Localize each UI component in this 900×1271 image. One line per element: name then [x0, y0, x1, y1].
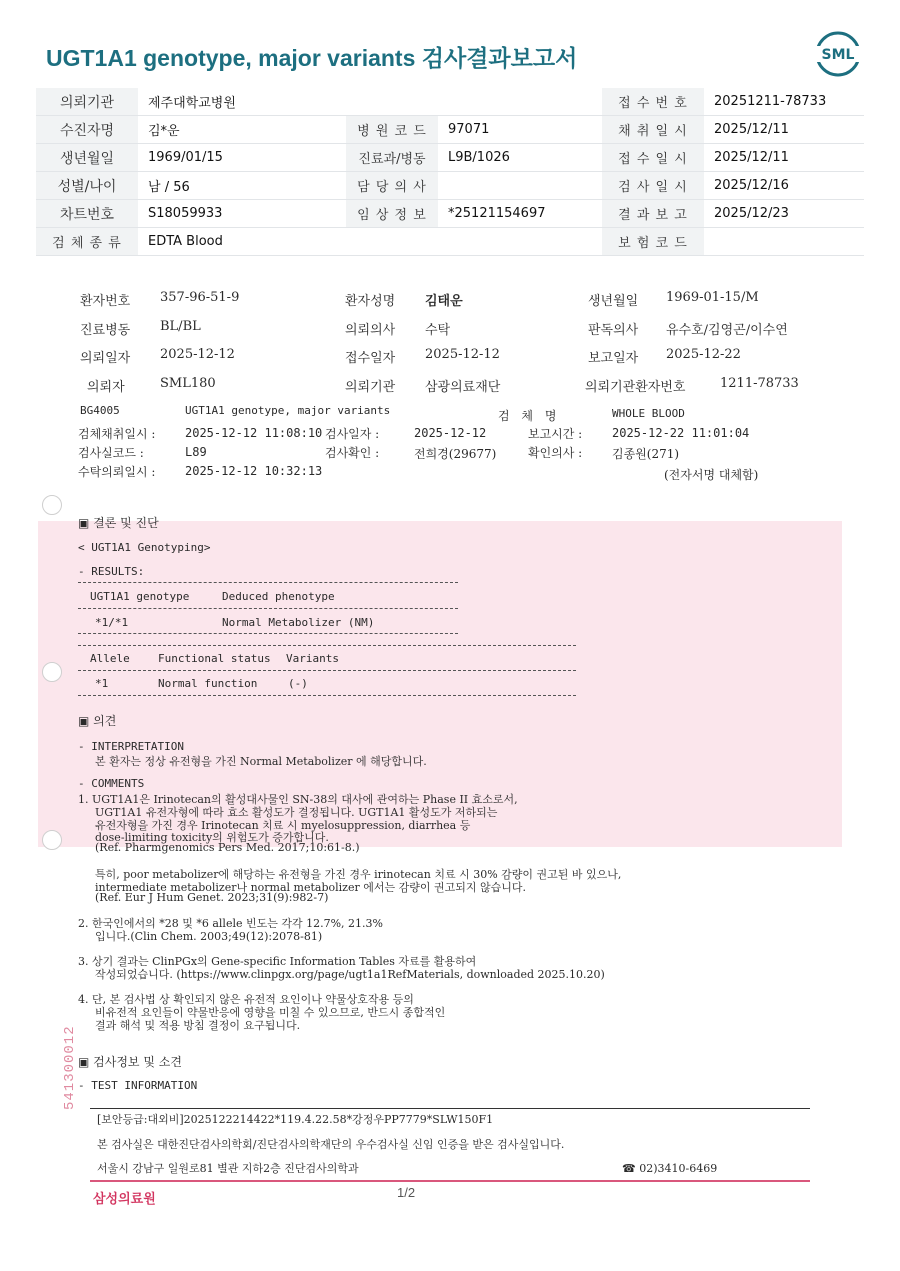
dob: 1969/01/15 — [138, 144, 346, 172]
col-genotype: UGT1A1 genotype — [90, 590, 190, 603]
comment-1-line-1: 1. UGT1A1은 Irinotecan의 활성대사물인 SN-38의 대사에 관여하는 Phase II 효소로서, — [78, 793, 518, 806]
scan-requesting-inst: 삼광의료재단 — [425, 380, 501, 395]
label-sex-age: 성별/나이 — [36, 172, 138, 200]
received-date: 2025/12/11 — [704, 144, 864, 172]
divider — [78, 695, 576, 696]
comment-1-line-7: intermediate metabolizer나 normal metabolizer 에서는 감량이 권고되지 않습니다. — [95, 881, 526, 894]
clinical-info: *25121154697 — [438, 200, 602, 228]
report-date: 2025/12/23 — [704, 200, 864, 228]
scan-inst-patient-no: 1211-78733 — [720, 376, 799, 391]
comment-1-line-5: (Ref. Pharmgenomics Pers Med. 2017;10:61-8.) — [95, 841, 360, 854]
label-scan-patient-no: 환자번호 — [80, 294, 131, 309]
scan-patient-no: 357-96-51-9 — [160, 290, 240, 305]
divider — [78, 633, 458, 634]
scan-lab-code: L89 — [185, 445, 207, 459]
comment-2-line-2: 입니다.(Clin Chem. 2003;49(12):2078-81) — [95, 930, 323, 943]
interpretation-label: - INTERPRETATION — [78, 740, 184, 753]
scan-report-time: 2025-12-22 11:01:04 — [612, 426, 750, 440]
label-test-date: 검 사 일 시 — [602, 172, 704, 200]
page-number: 1/2 — [397, 1185, 416, 1200]
punch-hole — [42, 495, 62, 515]
label-ordering-institution: 의뢰기관 — [36, 88, 138, 116]
svg-text:SML: SML — [821, 47, 855, 63]
test-info-label: - TEST INFORMATION — [78, 1079, 198, 1092]
comment-3-line-2: 작성되었습니다. (https://www.clinpgx.org/page/ugt1a1RefMaterials, downloaded 2025.10.20) — [95, 968, 605, 981]
serial-number-stamp — [52, 990, 82, 1110]
physician — [438, 172, 602, 200]
label-scan-consign: 수탁의뢰일시 : — [78, 465, 156, 479]
label-scan-report-date: 보고일자 — [588, 351, 639, 366]
scan-esign: (전자서명 대체함) — [664, 468, 759, 482]
specimen: EDTA Blood — [138, 228, 602, 256]
scan-requesting-doctor: 수탁 — [425, 323, 451, 338]
label-dept: 진료과/병동 — [346, 144, 438, 172]
genotyping-title: < UGT1A1 Genotyping> — [78, 541, 211, 554]
comment-4-line-2: 비유전적 요인들이 약물반응에 영향을 미칠 수 있으므로, 반드시 종합적인 — [95, 1006, 446, 1019]
divider — [90, 1180, 810, 1182]
receipt-no: 20251211-78733 — [704, 88, 864, 116]
scan-reading-doctor: 유수호/김영곤/이수연 — [666, 323, 788, 338]
label-scan-confirm-doctor: 확인의사 : — [528, 446, 583, 460]
report-title: UGT1A1 genotype, major variants 검사결과보고서 — [46, 45, 578, 71]
certification-text: 본 검사실은 대한진단검사의학회/진단검사의학재단의 우수검사실 신임 인증을 받은 검사실입니다. — [97, 1138, 565, 1151]
label-scan-reading-doctor: 판독의사 — [588, 323, 639, 338]
label-scan-test-confirm: 검사확인 : — [325, 446, 380, 460]
functional-status-value: Normal function — [158, 677, 258, 690]
scan-confirm-doctor: 김종원(271) — [612, 447, 680, 461]
hospital-code: 97071 — [438, 116, 602, 144]
label-collection-date: 채 취 일 시 — [602, 116, 704, 144]
comments-label: - COMMENTS — [78, 777, 145, 790]
label-scan-ward: 진료병동 — [80, 323, 131, 338]
section-test-info: ▣ 검사정보 및 소견 — [78, 1055, 182, 1069]
scan-receipt-date: 2025-12-12 — [425, 347, 500, 362]
comment-1-line-6: 특히, poor metabolizer에 해당하는 유전형을 가진 경우 irinotecan 치료 시 30% 감량이 권고된 바 있으나, — [95, 868, 622, 881]
label-clinical-info: 임 상 정 보 — [346, 200, 438, 228]
comment-1-line-3: 유전자형을 가진 경우 Irinotecan 치료 시 myelosuppression, diarrhea 등 — [95, 819, 471, 832]
label-specimen: 검 체 종 류 — [36, 228, 138, 256]
phenotype-value: Normal Metabolizer (NM) — [222, 616, 375, 629]
col-functional-status: Functional status — [158, 652, 271, 665]
chart-no: S18059933 — [138, 200, 346, 228]
label-scan-request-date: 의뢰일자 — [80, 351, 131, 366]
variants-value: (-) — [288, 677, 308, 690]
punch-hole — [42, 830, 62, 850]
divider — [78, 645, 576, 646]
footer-brand: 삼성의료원 — [93, 1192, 156, 1207]
col-phenotype: Deduced phenotype — [222, 590, 335, 603]
label-scan-test-date: 검사일자 : — [325, 427, 380, 441]
label-physician: 담 당 의 사 — [346, 172, 438, 200]
label-dob: 생년월일 — [36, 144, 138, 172]
label-scan-patient-name: 환자성명 — [345, 294, 396, 309]
punch-hole — [42, 662, 62, 682]
label-scan-receipt-date: 접수일자 — [345, 351, 396, 366]
patient-name: 김*운 — [138, 116, 346, 144]
label-chart-no: 차트번호 — [36, 200, 138, 228]
sex-age: 남 / 56 — [138, 172, 346, 200]
security-line: [보안등급:대외비]2025122214422*119.4.22.58*강정우PP7779*SLW150F1 — [97, 1113, 494, 1126]
comment-3-line-1: 3. 상기 결과는 ClinPGx의 Gene-specific Information Tables 자료를 활용하여 — [78, 955, 477, 968]
scan-dob: 1969-01-15/M — [666, 290, 759, 305]
scan-specimen: WHOLE BLOOD — [612, 407, 685, 420]
insurance-code — [704, 228, 864, 256]
label-patient-name: 수진자명 — [36, 116, 138, 144]
ordering-institution: 제주대학교병원 — [138, 88, 602, 116]
dept: L9B/1026 — [438, 144, 602, 172]
collection-date: 2025/12/11 — [704, 116, 864, 144]
label-insurance-code: 보 험 코 드 — [602, 228, 704, 256]
test-date: 2025/12/16 — [704, 172, 864, 200]
scan-requester: SML180 — [160, 376, 216, 391]
scan-test-code: BG4005 — [80, 404, 120, 417]
scan-test-date: 2025-12-12 — [414, 426, 487, 440]
interpretation-text: 본 환자는 정상 유전형을 가진 Normal Metabolizer 에 해당합니다. — [95, 755, 427, 768]
label-scan-specimen: 검 체 명 — [498, 409, 561, 423]
allele-value: *1 — [95, 677, 109, 690]
col-variants: Variants — [286, 652, 339, 665]
divider — [78, 670, 576, 671]
label-received-date: 접 수 일 시 — [602, 144, 704, 172]
genotype-value: *1/*1 — [95, 616, 129, 629]
scan-test-confirm: 전희경(29677) — [414, 447, 497, 461]
lab-address: 서울시 강남구 일원로81 별관 지하2층 진단검사의학과 — [97, 1162, 359, 1175]
label-scan-inst-patient-no: 의뢰기관환자번호 — [585, 380, 686, 395]
label-scan-lab-code: 검사실코드 : — [78, 446, 144, 460]
section-conclusion: ▣ 결론 및 진단 — [78, 516, 159, 530]
comment-4-line-1: 4. 단, 본 검사법 상 확인되지 않은 유전적 요인이나 약물상호작용 등의 — [78, 993, 414, 1006]
divider — [78, 582, 458, 583]
label-scan-dob: 생년월일 — [588, 294, 639, 309]
col-allele: Allele — [90, 652, 130, 665]
comment-2-line-1: 2. 한국인에서의 *28 및 *6 allele 빈도는 각각 12.7%, 21.3% — [78, 917, 383, 930]
comment-1-line-8: (Ref. Eur J Hum Genet. 2023;31(9):982-7) — [95, 891, 329, 904]
divider — [78, 608, 458, 609]
label-scan-requester: 의뢰자 — [87, 380, 125, 395]
patient-info-table — [36, 88, 864, 256]
svg-text:541300012: 541300012 — [62, 1025, 78, 1110]
label-scan-requesting-doctor: 의뢰의사 — [345, 323, 396, 338]
scan-test-name: UGT1A1 genotype, major variants — [185, 404, 391, 417]
comment-1-line-4: dose-limiting toxicity의 위험도가 증가합니다. — [95, 831, 329, 844]
results-label: - RESULTS: — [78, 565, 145, 578]
comment-4-line-3: 결과 해석 및 적용 방침 결정이 요구됩니다. — [95, 1019, 301, 1032]
scan-ward: BL/BL — [160, 319, 201, 334]
label-report-date: 결 과 보 고 — [602, 200, 704, 228]
scan-report-date: 2025-12-22 — [666, 347, 741, 362]
lab-phone: ☎ 02)3410-6469 — [622, 1162, 718, 1175]
sml-logo — [814, 30, 862, 78]
divider — [90, 1108, 810, 1109]
label-scan-requesting-inst: 의뢰기관 — [345, 380, 396, 395]
label-hospital-code: 병 원 코 드 — [346, 116, 438, 144]
scan-request-date: 2025-12-12 — [160, 347, 235, 362]
scan-collect-dt: 2025-12-12 11:08:10 — [185, 426, 323, 440]
scan-consign-dt: 2025-12-12 10:32:13 — [185, 464, 323, 478]
section-opinion: ▣ 의견 — [78, 714, 117, 728]
label-receipt-no: 접 수 번 호 — [602, 88, 704, 116]
label-scan-collect: 검체채취일시 : — [78, 427, 156, 441]
comment-1-line-2: UGT1A1 유전자형에 따라 효소 활성도가 결정됩니다. UGT1A1 활성도가 저하되는 — [95, 806, 498, 819]
scan-patient-name: 김태운 — [425, 294, 463, 309]
label-scan-report-time: 보고시간 : — [528, 427, 583, 441]
